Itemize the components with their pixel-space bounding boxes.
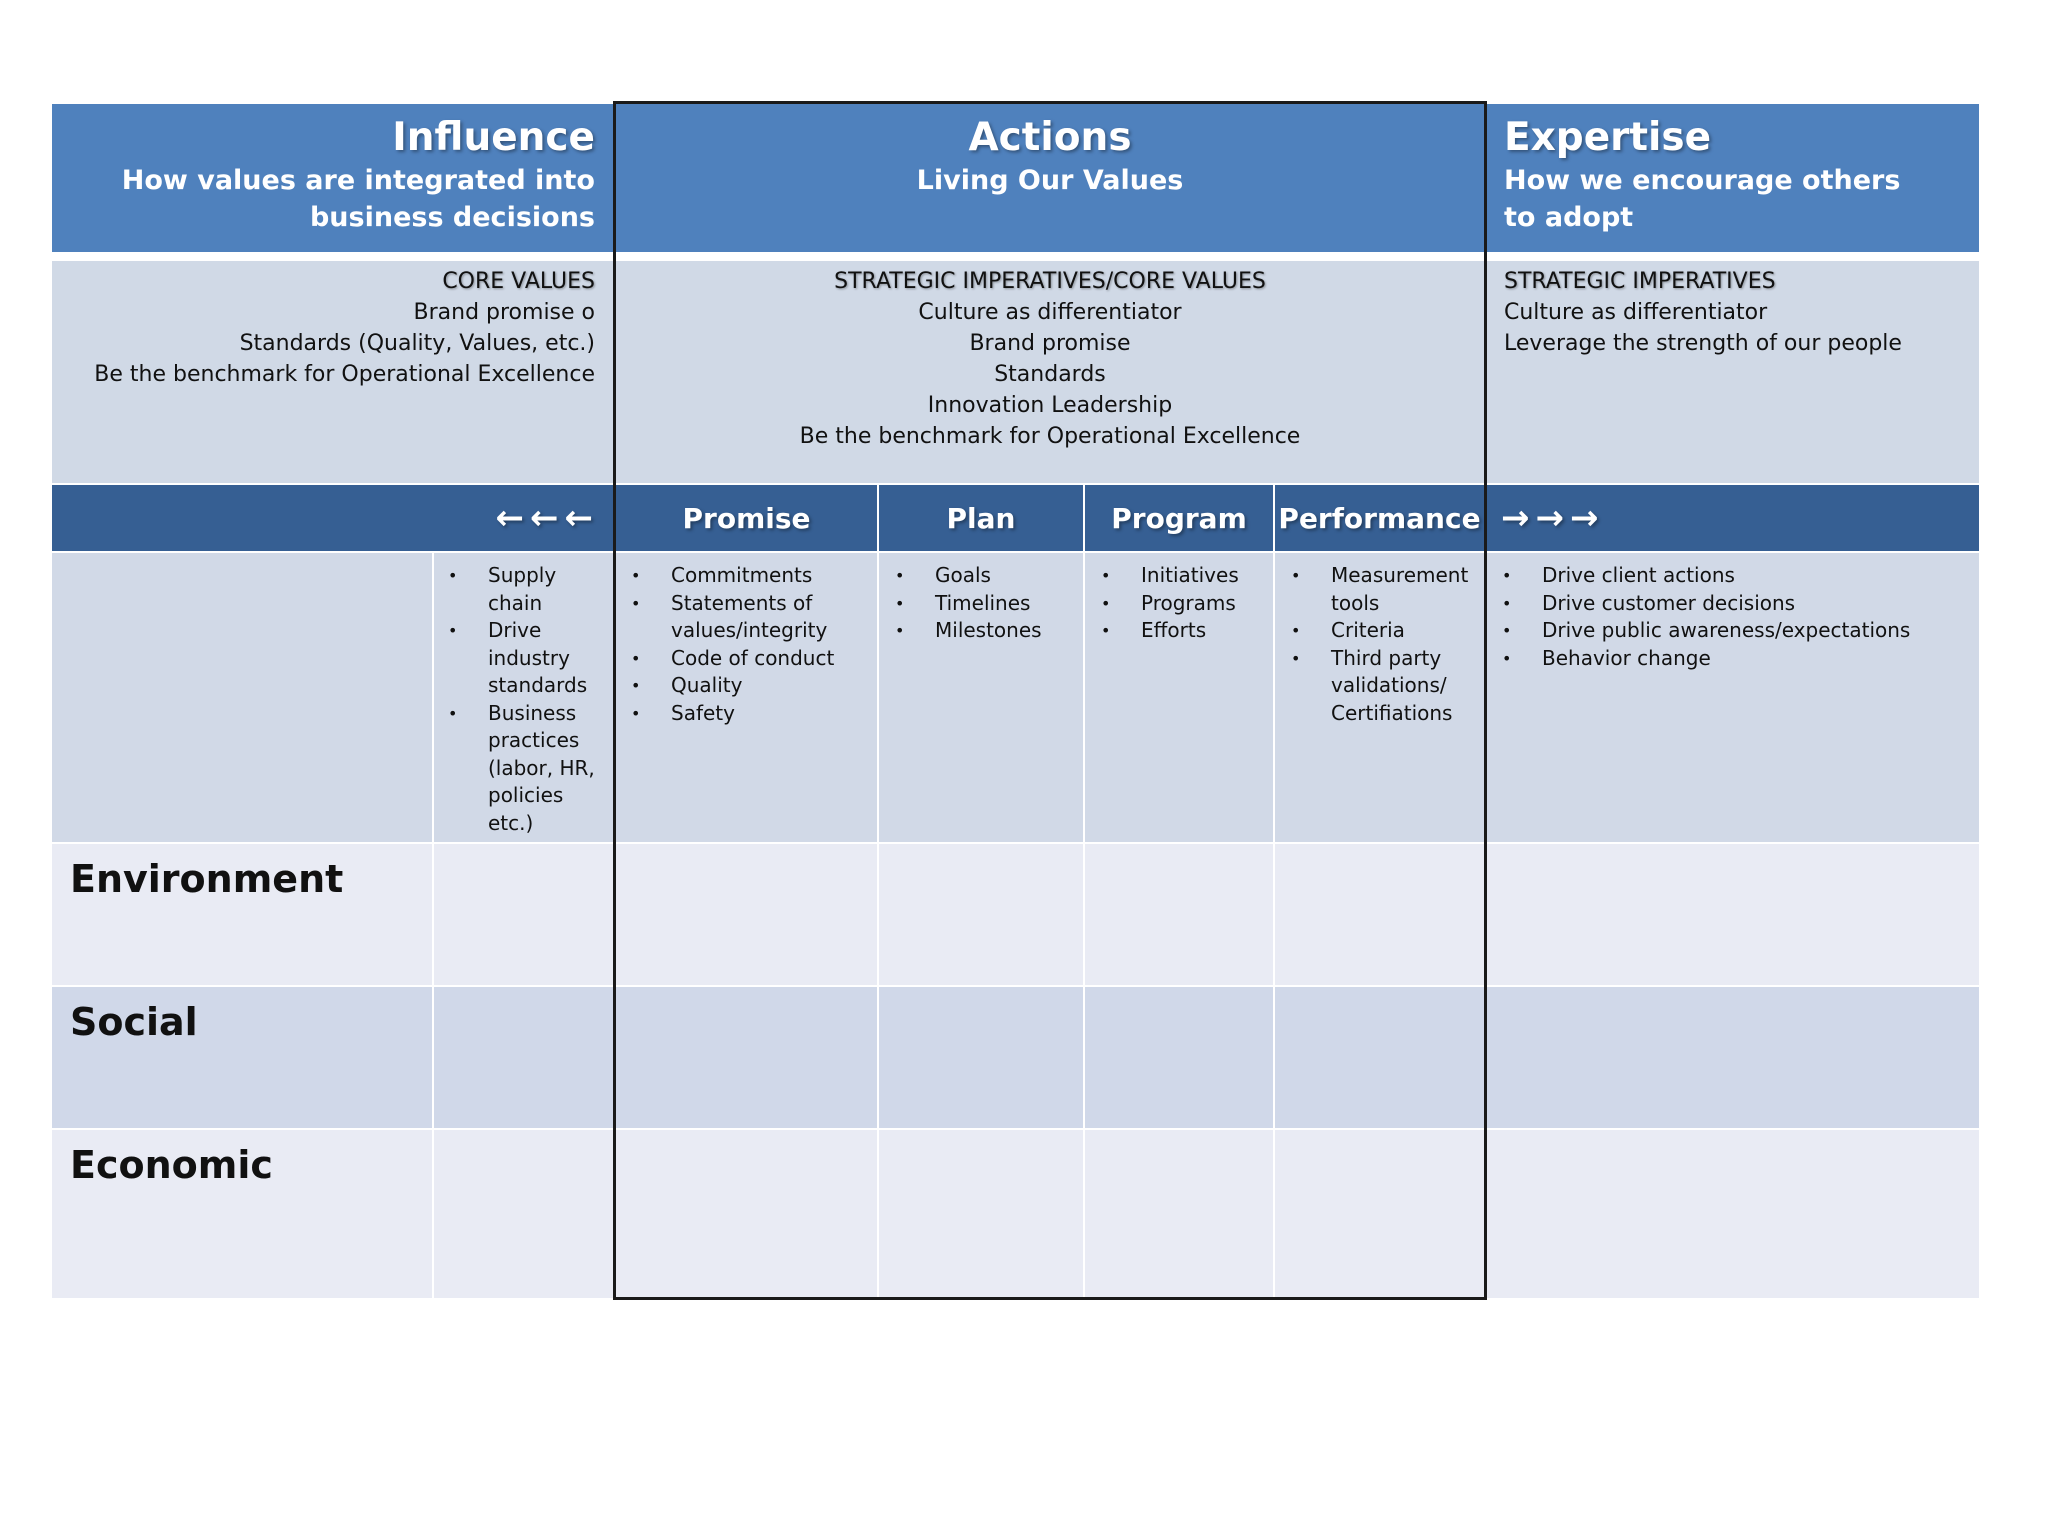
list-item: • Efforts [1101, 617, 1271, 645]
strategic-expertise [1485, 261, 1979, 483]
list-item: • Code of conduct [631, 645, 871, 673]
list-item: • Supply chain [448, 562, 608, 617]
row-label-environment: Environment [70, 857, 344, 901]
influence-title: Influence [392, 115, 595, 160]
column-header-right-arrows [1485, 485, 1979, 551]
list-item: • Goals [895, 562, 1075, 590]
list-item: • Third party validations/ Certifiations [1291, 645, 1481, 728]
list-item: • Criteria [1291, 617, 1481, 645]
list-item: • Safety [631, 700, 871, 728]
bullets-expertise [1502, 562, 1972, 672]
strategic-expertise-line: Culture as differentiator [1504, 300, 1768, 325]
list-item: • Milestones [895, 617, 1075, 645]
column-header-left-arrows [52, 485, 615, 551]
influence-subtitle: How values are integrated into business decisions [121, 165, 595, 233]
expertise-title: Expertise [1504, 115, 1712, 160]
list-item: • Initiatives [1101, 562, 1271, 590]
strategic-actions-line: Brand promise [969, 331, 1131, 356]
actions-title: Actions [968, 115, 1132, 160]
strategic-actions-line: Be the benchmark for Operational Excellence [799, 424, 1301, 449]
list-item: • Timelines [895, 590, 1075, 618]
strategic-expertise-heading: STRATEGIC IMPERATIVES [1504, 269, 1776, 294]
strategic-influence [52, 261, 615, 483]
right-arrows-icon: →→→ [1501, 498, 1605, 538]
list-item: • Quality [631, 672, 871, 700]
left-arrows-icon: ←←← [495, 498, 599, 538]
list-item: • Drive customer decisions [1502, 590, 1972, 618]
actions-subtitle: Living Our Values [916, 165, 1184, 196]
divider [432, 553, 434, 1298]
row-label-social: Social [70, 1000, 198, 1044]
strategic-actions-line: Culture as differentiator [918, 300, 1182, 325]
plan-label: Plan [946, 501, 1016, 535]
list-item: • Programs [1101, 590, 1271, 618]
header-influence [52, 104, 615, 252]
strategic-actions-heading: STRATEGIC IMPERATIVES/CORE VALUES [834, 269, 1266, 294]
strategic-actions-line: Standards [994, 362, 1106, 387]
strategic-actions-line: Innovation Leadership [927, 393, 1173, 418]
list-item: • Measurement tools [1291, 562, 1481, 617]
list-item: • Drive client actions [1502, 562, 1972, 590]
program-label: Program [1111, 501, 1247, 535]
promise-label: Promise [682, 501, 811, 535]
expertise-subtitle: How we encourage others to adopt [1504, 165, 1901, 233]
list-item: • Drive industry standards [448, 617, 608, 700]
list-item: • Commitments [631, 562, 871, 590]
list-item: • Business practices (labor, HR, policies etc.) [448, 700, 608, 838]
strategic-influence-heading: CORE VALUES [442, 269, 595, 294]
performance-label: Performance [1278, 501, 1481, 535]
strategic-influence-line: Standards (Quality, Values, etc.) [239, 331, 595, 356]
list-item: • Statements of values/integrity [631, 590, 871, 645]
strategic-influence-line: Be the benchmark for Operational Excellence [94, 362, 595, 387]
list-item: • Drive public awareness/expectations [1502, 617, 1972, 645]
header-expertise [1485, 104, 1979, 252]
strategic-influence-line: Brand promise o [413, 300, 595, 325]
bullets-influence [448, 562, 608, 837]
list-item: • Behavior change [1502, 645, 1972, 673]
strategic-expertise-line: Leverage the strength of our people [1504, 331, 1902, 356]
actions-frame [613, 101, 1487, 1300]
row-label-economic: Economic [70, 1143, 273, 1187]
